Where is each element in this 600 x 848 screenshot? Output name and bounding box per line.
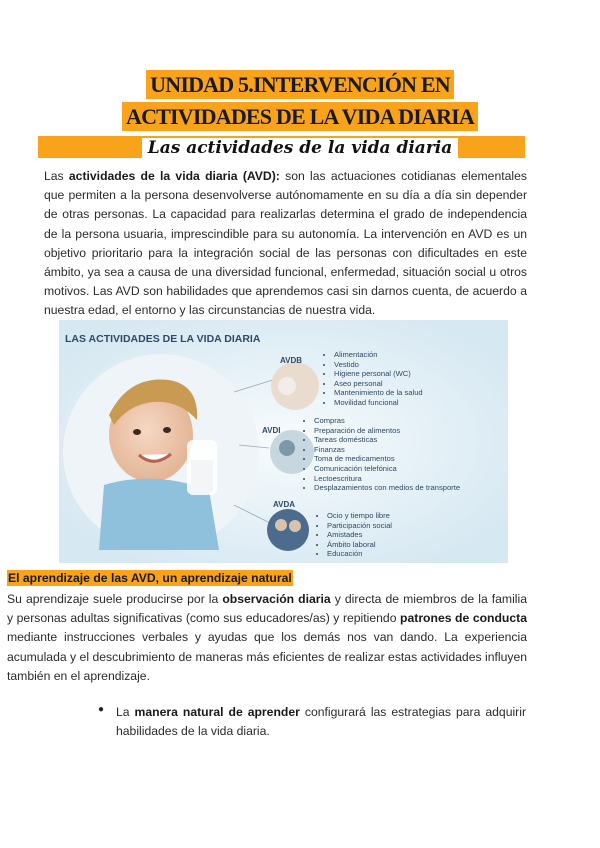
avdb-list: • Alimentación • Vestido • Higiene personal (WC) • Aseo personal • Mantenimiento de la salud • Movilidad funcional (322, 350, 439, 408)
subtitle: Las actividades de la vida diaria (0, 138, 600, 158)
bullet-dot: ● (98, 704, 105, 715)
title-line-1: UNIDAD 5.INTERVENCIÓN EN (0, 72, 600, 98)
bullet-text: La manera natural de aprender configurará las estrategias para adquirir habilidades de la vida diaria. (116, 705, 526, 739)
section2-paragraph: Su aprendizaje suele producirse por la observación diaria y directa de miembros de la familia y personas adultas significativas (como sus educadores/as) y repitiendo patrones de conducta mediante instrucciones verbales y ayudas que los demás nos van dando. La experiencia acumulada y el descubrimiento de maneras más eficientes de realizar estas actividades influyen también en el aprendizaje. (7, 592, 527, 683)
intro-paragraph: Las actividades de la vida diaria (AVD): son las actuaciones cotidianas elementales que permiten a la persona desenvolverse autónomamente en su día a día sin depender de otras personas. La capacidad para realizarlas determina el grado de independencia de la persona usuaria, imprescindible para su autonomía. La intervención en AVD es un objetivo prioritario para la integración social de las personas con dificultades en este ámbito, ya sea a causa de una diversidad funcional, enfermedad, situación social u otros motivos. Las AVD son habilidades que aprendemos casi sin darnos cuenta, de acuerdo a nuestra edad, el entorno y las circunstancias de nuestra vida. (44, 169, 527, 318)
avda-list: • Ocio y tiempo libre • Participación social • Amistades • Ámbito laboral • Educación (315, 511, 447, 559)
avda-label: AVDA (273, 500, 296, 509)
infographic-title: LAS ACTIVIDADES DE LA VIDA DIARIA (65, 333, 261, 345)
avd-infographic (59, 320, 508, 563)
avda-photo (267, 509, 309, 551)
child-photo (63, 354, 259, 550)
section-heading: El aprendizaje de las AVD, un aprendizaje natural (8, 571, 292, 585)
avdi-label: AVDI (262, 426, 281, 435)
avdi-list: • Compras • Preparación de alimentos • Tareas domésticas • Finanzas • Toma de medicamentos • Comunicación telefónica • Lectoescritura • Desplazamientos con medios de transporte (302, 416, 508, 493)
avdb-label: AVDB (280, 356, 303, 365)
title-line-2: ACTIVIDADES DE LA VIDA DIARIA (0, 104, 600, 130)
